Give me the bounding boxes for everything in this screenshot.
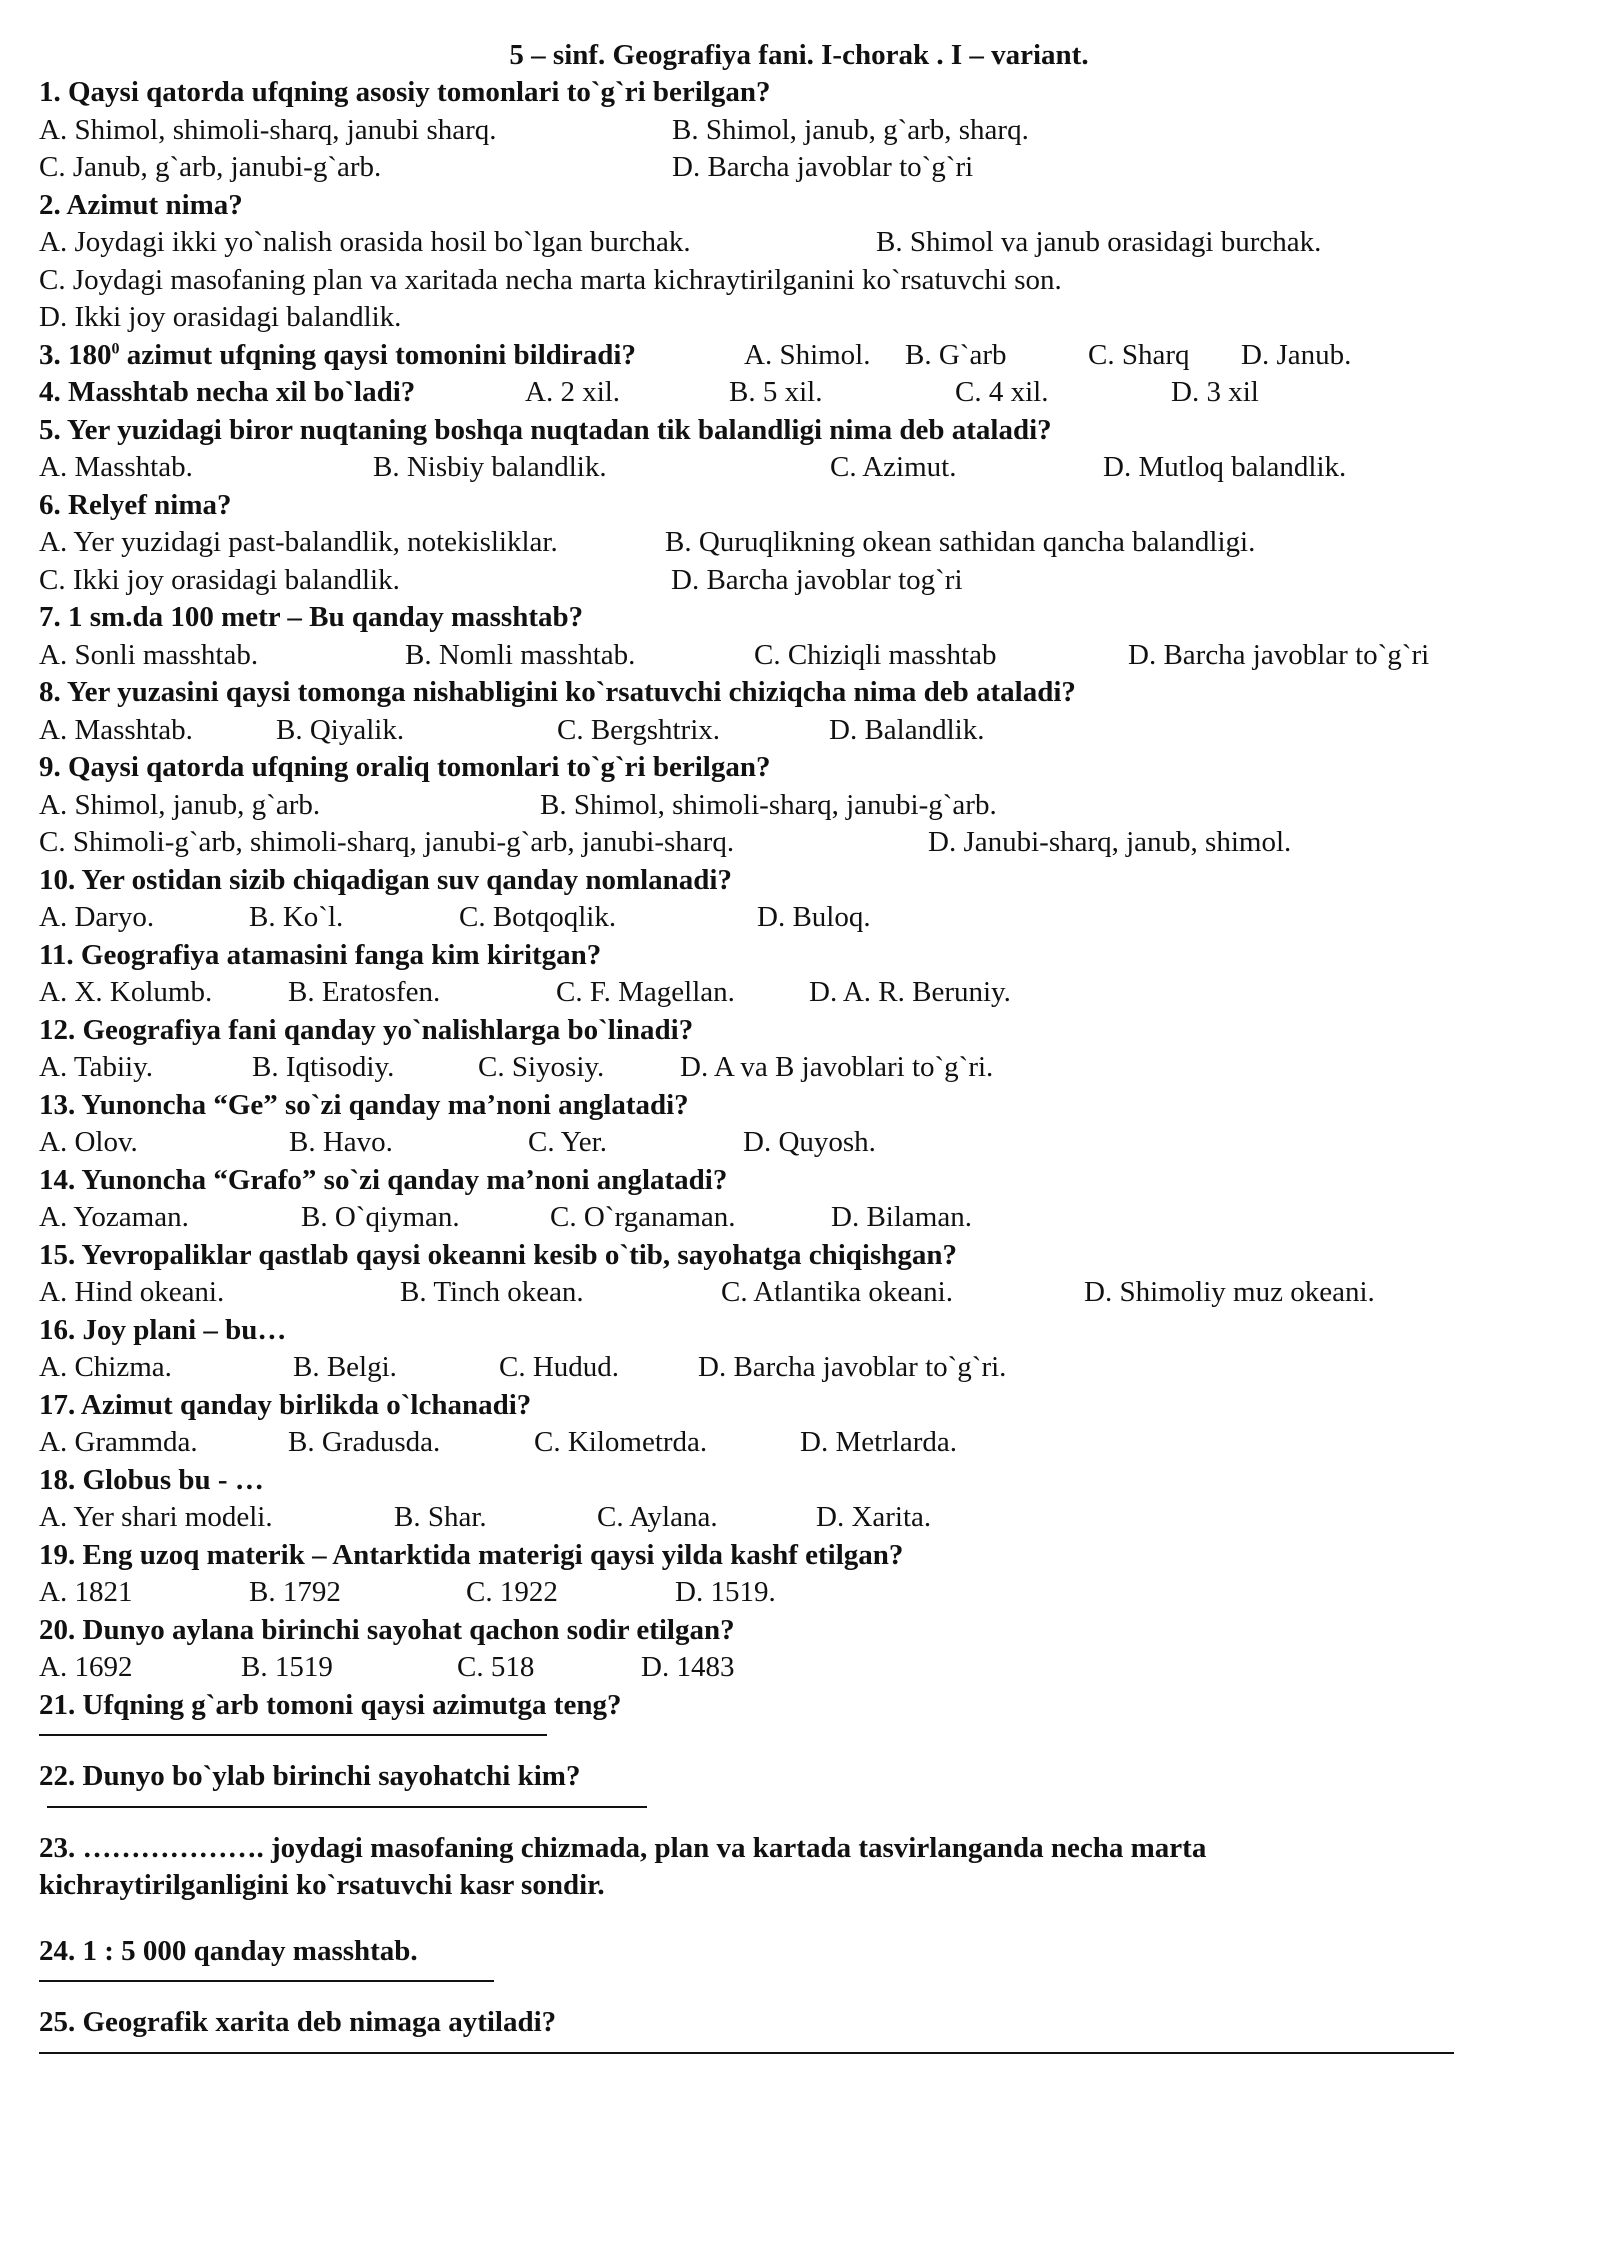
- option-a: A. Grammda.: [39, 1426, 198, 1458]
- option-c: C. Hudud.: [499, 1351, 620, 1383]
- option-c: C. Sharq: [1088, 338, 1190, 371]
- option-c: C. 4 xil.: [955, 376, 1049, 408]
- option-a: A. Hind okeani.: [39, 1276, 225, 1308]
- answer-line[interactable]: [39, 2052, 1454, 2054]
- question-6: 6. Relyef nima?: [39, 488, 232, 521]
- question-14: 14. Yunoncha “Grafo” so`zi qanday ma’noni anglatadi?: [39, 1163, 728, 1196]
- option-d: D. 3 xil: [1171, 376, 1259, 408]
- option-c: C. Aylana.: [597, 1501, 718, 1533]
- option-c: C. Botqoqlik.: [459, 901, 617, 933]
- question-5: 5. Yer yuzidagi biror nuqtaning boshqa nuqtadan tik balandligi nima deb ataladi?: [39, 413, 1052, 446]
- question-9: 9. Qaysi qatorda ufqning oraliq tomonlari to`g`ri berilgan?: [39, 751, 771, 783]
- option-a: A. Shimol, shimoli-sharq, janubi sharq.: [39, 113, 497, 146]
- question-24: 24. 1 : 5 000 qanday masshtab.: [39, 1934, 418, 1967]
- option-a: A. Yozaman.: [39, 1201, 189, 1233]
- option-b: B. Eratosfen.: [288, 976, 441, 1008]
- question-25: 25. Geografik xarita deb nimaga aytiladi?: [39, 2006, 557, 2038]
- option-a: A. 1821: [39, 1576, 133, 1608]
- option-c: C. Janub, g`arb, janubi-g`arb.: [39, 151, 382, 183]
- option-b: B. Quruqlikning okean sathidan qancha balandligi.: [665, 526, 1256, 558]
- option-a: A. Masshtab.: [39, 451, 193, 483]
- option-a: A. 1692: [39, 1651, 133, 1683]
- option-b: B. Shar.: [394, 1501, 487, 1533]
- option-d: D. Shimoliy muz okeani.: [1084, 1276, 1375, 1308]
- option-b: B. Gradusda.: [288, 1426, 441, 1458]
- option-b: B. Iqtisodiy.: [252, 1051, 395, 1083]
- option-a: A. Olov.: [39, 1126, 138, 1158]
- question-23: 23. ………………. joydagi masofaning chizmada, plan va kartada tasvirlanganda necha marta kichraytirilganligini ko`rsatuvchi kasr sondir.: [39, 1831, 1207, 1901]
- question-15: 15. Yevropaliklar qastlab qaysi okeanni kesib o`tib, sayohatga chiqishgan?: [39, 1238, 958, 1271]
- question-22: 22. Dunyo bo`ylab birinchi sayohatchi kim?: [39, 1760, 581, 1792]
- option-d: D. Xarita.: [816, 1501, 932, 1533]
- options-row: [39, 974, 1559, 1012]
- option-c: C. Yer.: [528, 1126, 607, 1158]
- option-b: B. Tinch okean.: [400, 1276, 584, 1308]
- option-d: D. Mutloq balandlik.: [1103, 451, 1347, 483]
- options-row: [39, 824, 1559, 862]
- options-row: [39, 899, 1559, 937]
- options-row: [39, 112, 1559, 150]
- option-b: B. Shimol, janub, g`arb, sharq.: [672, 113, 1029, 146]
- option-c: C. Azimut.: [830, 451, 957, 483]
- option-c: C. Atlantika okeani.: [721, 1276, 953, 1308]
- option-b: B. Qiyalik.: [276, 713, 405, 746]
- options-row: [39, 224, 1559, 262]
- option-a: A. Shimol.: [744, 338, 871, 371]
- options-row: [39, 562, 1559, 600]
- option-a: A. Shimol, janub, g`arb.: [39, 788, 321, 821]
- option-c: C. 518: [457, 1651, 535, 1683]
- options-row: [39, 1574, 1559, 1612]
- options-row: [39, 1124, 1559, 1162]
- question-12: 12. Geografiya fani qanday yo`nalishlarga bo`linadi?: [39, 1013, 694, 1046]
- question-19: 19. Eng uzoq materik – Antarktida materigi qaysi yilda kashf etilgan?: [39, 1538, 904, 1571]
- option-d: D. Janub.: [1241, 338, 1352, 371]
- option-d: D. Barcha javoblar tog`ri: [671, 563, 963, 596]
- option-c: C. Joydagi masofaning plan va xaritada necha marta kichraytirilganini ko`rsatuvchi son.: [39, 263, 1062, 296]
- option-a: A. 2 xil.: [525, 376, 621, 408]
- question-8: 8. Yer yuzasini qaysi tomonga nishabligini ko`rsatuvchi chiziqcha nima deb ataladi?: [39, 676, 1076, 708]
- question-4-row: [39, 374, 1559, 412]
- question-18: 18. Globus bu - …: [39, 1463, 264, 1496]
- options-row: [39, 1349, 1559, 1387]
- option-a: A. Daryo.: [39, 901, 155, 933]
- options-row: [39, 637, 1559, 675]
- option-c: C. Bergshtrix.: [557, 713, 720, 746]
- option-b: B. Nisbiy balandlik.: [373, 451, 607, 483]
- option-b: B. 5 xil.: [729, 376, 823, 408]
- option-b: B. 1519: [241, 1651, 333, 1683]
- answer-line[interactable]: [47, 1806, 647, 1808]
- option-a: A. Yer yuzidagi past-balandlik, notekisliklar.: [39, 526, 558, 558]
- options-row: [39, 712, 1559, 750]
- option-a: A. Masshtab.: [39, 713, 193, 746]
- option-b: B. G`arb: [905, 338, 1007, 371]
- question-11: 11. Geografiya atamasini fanga kim kiritgan?: [39, 938, 602, 971]
- options-row: [39, 149, 1559, 187]
- option-b: B. Belgi.: [293, 1351, 397, 1383]
- question-20: 20. Dunyo aylana birinchi sayohat qachon sodir etilgan?: [39, 1613, 735, 1646]
- option-c: C. Shimoli-g`arb, shimoli-sharq, janubi-g`arb, janubi-sharq.: [39, 826, 735, 858]
- question-10: 10. Yer ostidan sizib chiqadigan suv qanday nomlanadi?: [39, 863, 732, 896]
- question-21: 21. Ufqning g`arb tomoni qaysi azimutga teng?: [39, 1688, 622, 1721]
- options-row: [39, 1049, 1559, 1087]
- option-a: A. Tabiiy.: [39, 1051, 153, 1083]
- option-b: B. Nomli masshtab.: [405, 638, 636, 671]
- options-row: [39, 1499, 1559, 1537]
- option-d: D. Barcha javoblar to`g`ri.: [698, 1351, 1007, 1383]
- option-d: D. Metrlarda.: [800, 1426, 958, 1458]
- option-d: D. Bilaman.: [831, 1201, 972, 1233]
- option-d: D. Barcha javoblar to`g`ri: [1128, 638, 1430, 671]
- question-4: 4. Masshtab necha xil bo`ladi?: [39, 376, 416, 408]
- options-row: [39, 787, 1559, 825]
- option-c: C. 1922: [466, 1576, 558, 1608]
- option-d: D. Janubi-sharq, janub, shimol.: [928, 826, 1292, 858]
- option-d: D. Balandlik.: [829, 713, 985, 746]
- options-row: [39, 1199, 1559, 1237]
- options-row: [39, 1274, 1559, 1312]
- option-c: C. Chiziqli masshtab: [754, 638, 997, 671]
- options-row: [39, 449, 1559, 487]
- option-d: D. Quyosh.: [743, 1126, 876, 1158]
- option-a: A. Joydagi ikki yo`nalish orasida hosil bo`lgan burchak.: [39, 226, 691, 258]
- option-b: B. Shimol, shimoli-sharq, janubi-g`arb.: [540, 788, 997, 821]
- option-d: D. A va B javoblari to`g`ri.: [680, 1051, 994, 1083]
- question-17: 17. Azimut qanday birlikda o`lchanadi?: [39, 1388, 532, 1421]
- option-d: D. Ikki joy orasidagi balandlik.: [39, 301, 402, 333]
- question-3: 3. $180^0$ azimut ufqning qaysi tomonini bildiradi?: [39, 338, 636, 371]
- question-3-row: [39, 337, 1559, 375]
- option-d: D. Barcha javoblar to`g`ri: [672, 151, 974, 183]
- option-d: D. 1483: [641, 1651, 735, 1683]
- page-title: 5 – sinf. Geografiya fani. I-chorak . I – variant.: [509, 39, 1089, 71]
- option-b: B. 1792: [249, 1576, 341, 1608]
- test-sheet: [39, 36, 1559, 2076]
- option-b: B. O`qiyman.: [301, 1201, 460, 1233]
- option-d: D. 1519.: [675, 1576, 776, 1608]
- option-a: A. Chizma.: [39, 1351, 172, 1383]
- option-b: B. Ko`l.: [249, 901, 344, 933]
- option-b: B. Havo.: [289, 1126, 393, 1158]
- question-16: 16. Joy plani – bu…: [39, 1313, 287, 1346]
- option-c: C. Siyosiy.: [478, 1051, 605, 1083]
- options-row: [39, 1649, 1559, 1687]
- question-13: 13. Yunoncha “Ge” so`zi qanday ma’noni anglatadi?: [39, 1088, 689, 1121]
- option-d: D. A. R. Beruniy.: [809, 976, 1011, 1008]
- question-7: 7. 1 sm.da 100 metr – Bu qanday masshtab?: [39, 601, 584, 633]
- option-b: B. Shimol va janub orasidagi burchak.: [876, 226, 1322, 258]
- option-c: C. F. Magellan.: [556, 976, 735, 1008]
- option-d: D. Buloq.: [757, 901, 871, 933]
- answer-line[interactable]: [39, 1734, 547, 1736]
- option-c: C. O`rganaman.: [550, 1201, 736, 1233]
- question-1: 1. Qaysi qatorda ufqning asosiy tomonlari to`g`ri berilgan?: [39, 76, 771, 108]
- options-row: [39, 1424, 1559, 1462]
- question-2: 2. Azimut nima?: [39, 188, 243, 221]
- option-c: C. Ikki joy orasidagi balandlik.: [39, 563, 400, 596]
- option-a: A. X. Kolumb.: [39, 976, 213, 1008]
- option-a: A. Yer shari modeli.: [39, 1501, 273, 1533]
- option-a: A. Sonli masshtab.: [39, 638, 259, 671]
- answer-line[interactable]: [39, 1980, 494, 1982]
- option-c: C. Kilometrda.: [534, 1426, 708, 1458]
- options-row: [39, 524, 1559, 562]
